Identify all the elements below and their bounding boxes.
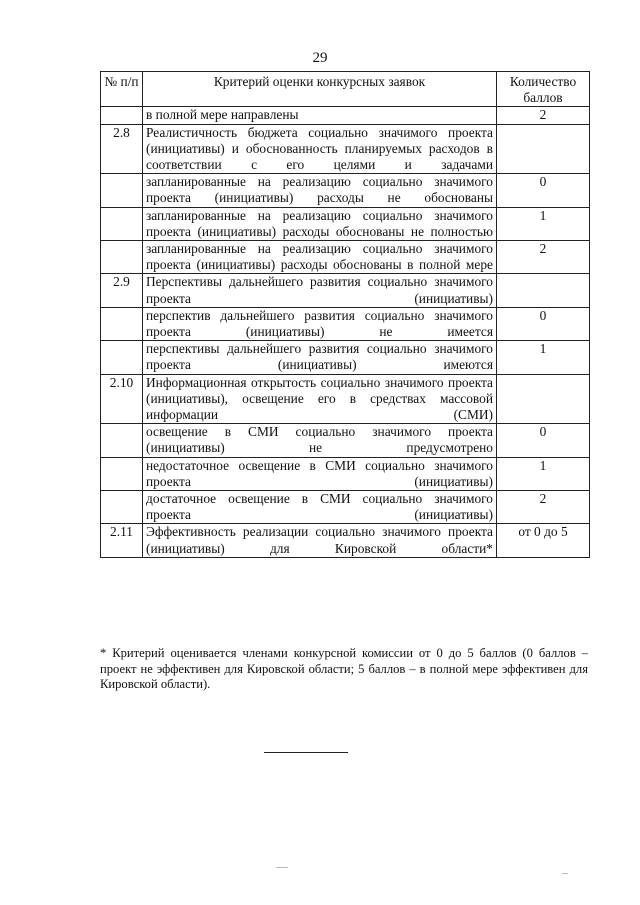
row-criterion: недостаточное освещение в СМИ социально значимого проекта (инициативы): [143, 457, 497, 490]
row-points: 2: [497, 491, 590, 524]
row-criterion: запланированные на реализацию социально значимого проекта (инициативы) расходы не обоснованы: [143, 174, 497, 207]
row-num: [101, 207, 143, 240]
row-points: 1: [497, 341, 590, 374]
table-row: [101, 107, 590, 124]
row-criterion: запланированные на реализацию социально значимого проекта (инициативы) расходы обоснованы не полностью: [143, 207, 497, 240]
row-points: [497, 124, 590, 174]
header-points: [497, 72, 590, 107]
row-num: [101, 307, 143, 340]
header-points-label: Количество баллов: [509, 74, 577, 106]
table-row: [101, 374, 590, 424]
table-row: [101, 274, 590, 307]
row-num: [101, 241, 143, 274]
header-num-label: № п/п: [104, 74, 139, 89]
row-points: 0: [497, 424, 590, 457]
footnote: * Критерий оценивается членами конкурсной комиссии от 0 до 5 баллов (0 баллов – проект не эффективен для Кировской области; 5 баллов – в полной мере эффективен для Кировской области).: [100, 646, 588, 691]
row-criterion: перспектив дальнейшего развития социально значимого проекта (инициативы) не имеется: [143, 307, 497, 340]
row-points: 1: [497, 207, 590, 240]
table-row: [101, 524, 590, 557]
table-row: [101, 241, 590, 274]
row-criterion: запланированные на реализацию социально значимого проекта (инициативы) расходы обоснованы в полной мере: [143, 241, 497, 274]
row-num: 2.9: [101, 274, 143, 307]
scan-speck: [276, 867, 288, 868]
row-num: 2.11: [101, 524, 143, 557]
row-criterion: Реалистичность бюджета социально значимого проекта (инициативы) и обоснованность планируемых расходов в соответствии с его целями и задачами: [143, 124, 497, 174]
row-points: 2: [497, 107, 590, 124]
row-num: 2.10: [101, 374, 143, 424]
row-criterion: в полной мере направлены: [143, 107, 497, 124]
scan-speck: [562, 873, 568, 874]
row-points: 2: [497, 241, 590, 274]
table-row: [101, 491, 590, 524]
table-row: [101, 207, 590, 240]
table-row: [101, 307, 590, 340]
header-criterion-label: Критерий оценки конкурсных заявок: [213, 74, 426, 89]
row-num: [101, 341, 143, 374]
table-header-row: [101, 72, 590, 107]
table-row: [101, 174, 590, 207]
row-num: [101, 174, 143, 207]
row-num: 2.8: [101, 124, 143, 174]
row-criterion: Информационная открытость социально значимого проекта (инициативы), освещение его в средствах массовой информации (СМИ): [143, 374, 497, 424]
header-num: [101, 72, 143, 107]
row-criterion: перспективы дальнейшего развития социально значимого проекта (инициативы) имеются: [143, 341, 497, 374]
row-num: [101, 457, 143, 490]
row-points: от 0 до 5: [497, 524, 590, 557]
row-points: 1: [497, 457, 590, 490]
row-criterion: достаточное освещение в СМИ социально значимого проекта (инициативы): [143, 491, 497, 524]
row-points: 0: [497, 174, 590, 207]
table-row: [101, 341, 590, 374]
page-number: 29: [312, 50, 328, 66]
row-num: [101, 424, 143, 457]
row-criterion: Перспективы дальнейшего развития социально значимого проекта (инициативы): [143, 274, 497, 307]
row-num: [101, 107, 143, 124]
criteria-table: [100, 71, 590, 558]
footnote-divider: [264, 752, 348, 753]
table-row: [101, 457, 590, 490]
table-row: [101, 424, 590, 457]
row-num: [101, 491, 143, 524]
row-criterion: освещение в СМИ социально значимого проекта (инициативы) не предусмотрено: [143, 424, 497, 457]
row-points: [497, 274, 590, 307]
row-points: 0: [497, 307, 590, 340]
table-row: [101, 124, 590, 174]
row-criterion: Эффективность реализации социально значимого проекта (инициативы) для Кировской области*: [143, 524, 497, 557]
row-points: [497, 374, 590, 424]
header-criterion: [143, 72, 497, 107]
